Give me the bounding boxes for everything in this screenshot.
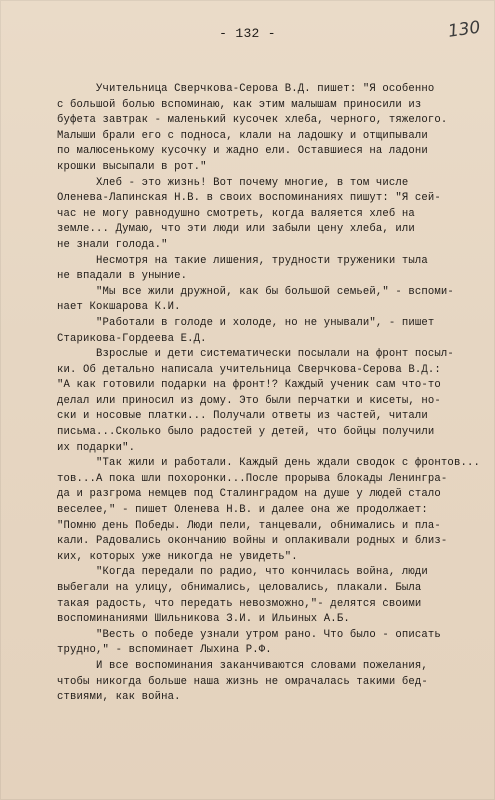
text-line: да и разгрома немцев под Сталинградом на душе у людей стало [57, 488, 441, 501]
text-line: их подарки". [57, 441, 136, 454]
text-line: "Когда передали по радио, что кончилась война, люди [57, 566, 428, 579]
text-line: "Мы все жили дружной, как бы большой семьей," - вспоми- [57, 285, 454, 298]
text-line: Хлеб - это жизнь! Вот почему многие, в том числе [57, 176, 409, 189]
text-line: чтобы никогда больше наша жизнь не омрачалась такими бед- [57, 675, 428, 688]
text-line: Несмотря на такие лишения, трудности труженики тыла [57, 254, 428, 267]
text-line: "Так жили и работали. Каждый день ждали сводок с фронтов... [57, 457, 480, 470]
handwritten-archive-number: 130 [446, 17, 482, 42]
text-line: трудно," - вспоминает Лыхина Р.Ф. [57, 644, 272, 657]
text-line: Учительница Сверчкова-Серова В.Д. пишет: "Я особенно [57, 83, 435, 95]
text-line: делал или приносил из дому. Это были перчатки и кисеты, но- [57, 394, 441, 407]
text-line: не впадали в уныние. [57, 270, 188, 283]
text-line: Малыши брали его с подноса, клали на ладошку и отщипывали [57, 129, 428, 142]
text-line: час не могу равнодушно смотреть, когда валяется хлеб на [57, 207, 415, 220]
typewritten-text-body [57, 82, 480, 706]
text-line: выбегали на улицу, обнимались, целовались, плакали. Была [57, 582, 422, 594]
text-line: не знали голода." [57, 238, 168, 251]
text-line: воспоминаниями Шильникова З.И. и Ильиных А.Б. [57, 613, 350, 626]
text-line: ствиями, как война. [57, 691, 181, 704]
text-line: тов...А пока шли похоронки...После прорыва блокады Ленингра- [57, 472, 448, 485]
text-line: ски и носовые платки... Получали ответы из частей, читали [57, 410, 428, 423]
text-line: такая радость, что передать невозможно,"- делятся своими [57, 597, 422, 610]
text-line: нает Кокшарова К.И. [57, 301, 181, 314]
text-line: по малюсенькому кусочку и жадно ели. Оставшиеся на ладони [57, 145, 428, 158]
text-line: ких, которых уже никогда не увидеть". [57, 550, 298, 563]
page-number: - 132 - [219, 26, 276, 41]
text-line: крошки высыпали в рот." [57, 160, 207, 173]
text-line: "Работали в голоде и холоде, но не унывали", - пишет [57, 316, 435, 329]
text-line: Оленева-Лапинская Н.В. в своих воспоминаниях пишут: "Я сей- [57, 192, 441, 205]
text-line: с большой болью вспоминаю, как этим малышам приносили из [57, 98, 422, 111]
text-line: "Помню день Победы. Люди пели, танцевали, обнимались и пла- [57, 519, 441, 532]
text-line: "Весть о победе узнали утром рано. Что было - описать [57, 628, 441, 641]
text-line: земле... Думаю, что эти люди или забыли цену хлеба, или [57, 223, 415, 236]
text-line: письма...Сколько было радостей у детей, что бойцы получили [57, 426, 435, 439]
text-line: буфета завтрак - маленький кусочек хлеба, черного, тяжелого. [57, 114, 448, 127]
text-line: Старикова-Гордеева Е.Д. [57, 332, 207, 345]
text-line: ки. Об детально написала учительница Сверчкова-Серова В.Д.: [57, 363, 441, 376]
text-line: кали. Радовались окончанию войны и оплакивали родных и близ- [57, 535, 448, 548]
text-line: веселее," - пишет Оленева Н.В. и далее она же продолжает: [57, 504, 428, 517]
text-line: И все воспоминания заканчиваются словами пожелания, [57, 659, 428, 672]
text-line: Взрослые и дети систематически посылали на фронт посыл- [57, 348, 454, 361]
text-line: "А как готовили подарки на фронт!? Каждый ученик сам что-то [57, 379, 441, 392]
